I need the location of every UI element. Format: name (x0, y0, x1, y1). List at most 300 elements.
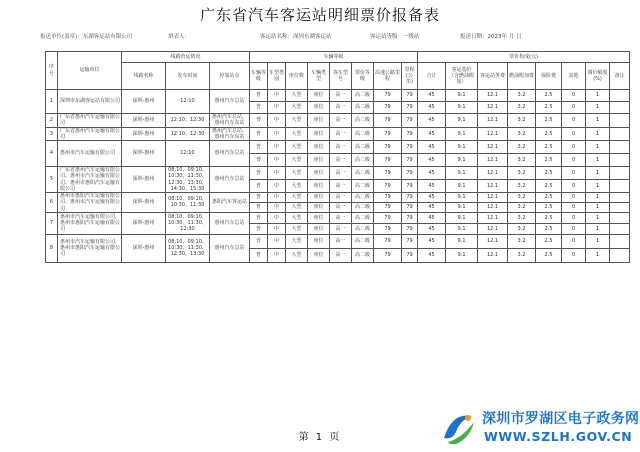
cell-sleeper: 座位 (308, 248, 330, 262)
cell-depart-time: 08:10、09:10、10:30、11:30、12:30、13:30、14:30、15:30 (166, 167, 210, 193)
table-row (46, 90, 630, 102)
col-type: 车型类别 (268, 63, 286, 90)
col-price-level: 票价等级 (352, 63, 374, 90)
cell-model: 高一 (330, 90, 352, 102)
col-group-price: 票价构成(元) (418, 52, 630, 63)
cell-price-level: 高二级 (352, 102, 374, 114)
cell-class: 普 (250, 234, 268, 248)
cell-model: 高一 (330, 127, 352, 141)
cell-km: 79 (402, 248, 418, 262)
cell-class: 普 (250, 114, 268, 128)
header-row-2 (46, 63, 630, 90)
cell-operator: 深圳市东湖客运站有限公司 (58, 90, 122, 114)
cell-fuel: 3.2 (508, 180, 536, 193)
cell-remark (610, 193, 630, 203)
report-meta (40, 30, 620, 42)
watermark-name: 深圳市罗湖区电子政务网 (482, 411, 640, 427)
table-row (46, 212, 630, 223)
col-km: 里程(公里) (402, 63, 418, 90)
cell-operator: 广东省惠州汽车运输有限公司、惠州市汽车运输有限公司、惠州市惠阳汽车运输有限公司 (58, 167, 122, 193)
cell-model: 高一 (330, 212, 352, 223)
cell-fuel: 3.2 (508, 234, 536, 248)
cell-type: 中 (268, 193, 286, 203)
cell-remark (610, 167, 630, 180)
cell-class: 普 (250, 167, 268, 180)
cell-other: 0 (562, 223, 586, 234)
cell-base-fare: 9.1 (446, 90, 478, 102)
cell-price-level: 高二级 (352, 248, 374, 262)
fare-table (45, 51, 630, 263)
cell-road-type: 79 (374, 202, 402, 212)
cell-operator: 广东省惠州汽车运输有限公司 (58, 127, 122, 141)
cell-stops: 惠州汽车总站 (210, 167, 250, 193)
cell-base-fare: 9.1 (446, 154, 478, 167)
cell-fare-pct: 1 (586, 167, 610, 180)
cell-seq: 6 (46, 193, 58, 213)
cell-station-fee: 12.1 (478, 248, 508, 262)
cell-km: 79 (402, 154, 418, 167)
cell-insurance: 2.5 (536, 193, 562, 203)
cell-base-fare: 9.1 (446, 102, 478, 114)
cell-road-type: 79 (374, 141, 402, 154)
cell-type: 中 (268, 248, 286, 262)
col-group-route: 线路营运情况 (122, 52, 250, 63)
cell-depart-time: 08:10、09:10、10:30、11:30 (166, 193, 210, 213)
cell-km: 79 (402, 234, 418, 248)
cell-operator: 广东省惠州汽车运输有限公司 (58, 114, 122, 128)
cell-stops: 惠州汽车总站 (210, 90, 250, 114)
cell-total: 45 (418, 234, 446, 248)
cell-fare-pct: 1 (586, 248, 610, 262)
cell-fare-pct: 1 (586, 193, 610, 203)
cell-other: 0 (562, 102, 586, 114)
cell-stops: 惠州汽车总站 (210, 212, 250, 234)
cell-station-fee: 12.1 (478, 234, 508, 248)
cell-depart-time: 08:10、09:10、10:30、11:30、12:30、13:30 (166, 234, 210, 262)
cell-fare-pct: 1 (586, 212, 610, 223)
cell-other: 0 (562, 193, 586, 203)
meta-report-date: 报送日期：2023年 月 日 (460, 34, 522, 40)
cell-insurance: 2.5 (536, 141, 562, 154)
cell-price-level: 高二级 (352, 167, 374, 180)
col-fuel: 燃油附加费 (508, 63, 536, 90)
cell-remark (610, 202, 630, 212)
cell-type: 中 (268, 180, 286, 193)
meta-fill-person: 填表人： (168, 34, 191, 40)
cell-route: 深圳-惠州 (122, 127, 166, 141)
cell-class: 普 (250, 193, 268, 203)
cell-seq: 1 (46, 90, 58, 114)
cell-type: 中 (268, 223, 286, 234)
cell-fare-pct: 1 (586, 234, 610, 248)
cell-base-fare: 9.1 (446, 167, 478, 180)
cell-insurance: 2.5 (536, 154, 562, 167)
col-station-fee: 客运站务费 (478, 63, 508, 90)
cell-route: 深圳-惠州 (122, 90, 166, 114)
cell-route: 深圳-惠州 (122, 234, 166, 262)
page-number: 第 1 页 (298, 432, 342, 443)
cell-remark (610, 141, 630, 154)
cell-fuel: 3.2 (508, 223, 536, 234)
cell-remark (610, 248, 630, 262)
cell-seat: 大型 (286, 212, 308, 223)
cell-insurance: 2.5 (536, 167, 562, 180)
cell-base-fare: 9.1 (446, 212, 478, 223)
cell-base-fare: 9.1 (446, 180, 478, 193)
cell-road-type: 79 (374, 114, 402, 128)
cell-seat: 大型 (286, 127, 308, 141)
table-row (46, 167, 630, 180)
cell-stops: 惠阳汽车客运站 (210, 193, 250, 213)
col-depart-time: 发车时间 (166, 63, 210, 90)
cell-depart-time: 12:10、12:30 (166, 114, 210, 128)
cell-stops: 惠州汽车总站 (210, 141, 250, 167)
cell-road-type: 79 (374, 127, 402, 141)
col-remark: 备注 (610, 63, 630, 90)
meta-unit: 报送单位(盖章)：东湖客运站有限公司 (40, 34, 133, 40)
cell-station-fee: 12.1 (478, 141, 508, 154)
watermark (436, 404, 640, 450)
table-row (46, 234, 630, 248)
cell-total: 45 (418, 154, 446, 167)
cell-total: 45 (418, 223, 446, 234)
cell-other: 0 (562, 154, 586, 167)
cell-seq: 3 (46, 127, 58, 141)
cell-insurance: 2.5 (536, 202, 562, 212)
cell-model: 高一 (330, 202, 352, 212)
cell-remark (610, 180, 630, 193)
cell-operator: 惠州市汽车运输有限公司、惠州市惠阳汽车运输有限公司 (58, 212, 122, 234)
cell-road-type: 79 (374, 223, 402, 234)
cell-price-level: 高二级 (352, 202, 374, 212)
cell-route: 深圳-惠州 (122, 167, 166, 193)
cell-seq: 4 (46, 141, 58, 167)
watermark-url: WWW.SZLH.GOV.CN (484, 429, 633, 444)
cell-model: 高一 (330, 167, 352, 180)
cell-seat: 大型 (286, 90, 308, 102)
cell-sleeper: 座位 (308, 102, 330, 114)
cell-sleeper: 座位 (308, 154, 330, 167)
cell-seq: 8 (46, 234, 58, 262)
cell-km: 79 (402, 212, 418, 223)
cell-insurance: 2.5 (536, 180, 562, 193)
cell-stops: 惠州汽车总站、惠州汽车东站 (210, 114, 250, 128)
cell-class: 普 (250, 248, 268, 262)
cell-fuel: 3.2 (508, 248, 536, 262)
cell-sleeper: 座位 (308, 127, 330, 141)
cell-type: 中 (268, 234, 286, 248)
cell-type: 中 (268, 141, 286, 154)
cell-type: 中 (268, 114, 286, 128)
table-row (46, 141, 630, 154)
cell-sleeper: 座位 (308, 90, 330, 102)
col-fare-pct: 调价幅度(%) (586, 63, 610, 90)
cell-seat: 大型 (286, 102, 308, 114)
cell-total: 45 (418, 248, 446, 262)
cell-km: 79 (402, 167, 418, 180)
cell-remark (610, 154, 630, 167)
cell-fare-pct: 1 (586, 154, 610, 167)
cell-model: 高一 (330, 193, 352, 203)
cell-price-level: 高二级 (352, 234, 374, 248)
cell-fuel: 3.2 (508, 212, 536, 223)
cell-route: 深圳-惠州 (122, 212, 166, 234)
cell-total: 45 (418, 202, 446, 212)
cell-other: 0 (562, 248, 586, 262)
col-sleeper: 车辆类型 (308, 63, 330, 90)
cell-class: 普 (250, 212, 268, 223)
cell-station-fee: 12.1 (478, 180, 508, 193)
cell-sleeper: 座位 (308, 234, 330, 248)
cell-fuel: 3.2 (508, 127, 536, 141)
table-row (46, 114, 630, 128)
cell-type: 中 (268, 212, 286, 223)
cell-stops: 惠州汽车总站 (210, 234, 250, 262)
cell-fare-pct: 1 (586, 141, 610, 154)
table-row (46, 127, 630, 141)
cell-other: 0 (562, 127, 586, 141)
page-title: 广东省汽车客运站明细票价报备表 (199, 6, 440, 24)
cell-model: 高一 (330, 154, 352, 167)
cell-insurance: 2.5 (536, 248, 562, 262)
cell-base-fare: 9.1 (446, 223, 478, 234)
cell-insurance: 2.5 (536, 114, 562, 128)
cell-other: 0 (562, 90, 586, 102)
cell-other: 0 (562, 167, 586, 180)
cell-station-fee: 12.1 (478, 102, 508, 114)
cell-seq: 7 (46, 212, 58, 234)
cell-base-fare: 9.1 (446, 234, 478, 248)
cell-seat: 大型 (286, 193, 308, 203)
cell-other: 0 (562, 212, 586, 223)
cell-sleeper: 座位 (308, 193, 330, 203)
cell-fuel: 3.2 (508, 167, 536, 180)
cell-base-fare: 9.1 (446, 127, 478, 141)
cell-remark (610, 127, 630, 141)
cell-other: 0 (562, 234, 586, 248)
cell-seat: 大型 (286, 248, 308, 262)
cell-price-level: 高二级 (352, 141, 374, 154)
cell-km: 79 (402, 114, 418, 128)
cell-seq: 2 (46, 114, 58, 128)
cell-station-fee: 12.1 (478, 193, 508, 203)
cell-type: 中 (268, 102, 286, 114)
cell-km: 79 (402, 223, 418, 234)
cell-insurance: 2.5 (536, 127, 562, 141)
cell-seat: 大型 (286, 167, 308, 180)
cell-total: 45 (418, 193, 446, 203)
cell-operator: 惠州市汽车运输有限公司、惠州市惠阳汽车运输有限公司 (58, 234, 122, 262)
cell-model: 高一 (330, 223, 352, 234)
cell-station-fee: 12.1 (478, 202, 508, 212)
col-model: 客车型号 (330, 63, 352, 90)
cell-sleeper: 座位 (308, 114, 330, 128)
cell-road-type: 79 (374, 102, 402, 114)
header-row-1 (46, 52, 630, 63)
cell-fuel: 3.2 (508, 90, 536, 102)
cell-total: 45 (418, 212, 446, 223)
col-total: 合计 (418, 63, 446, 90)
cell-station-fee: 12.1 (478, 212, 508, 223)
cell-other: 0 (562, 141, 586, 154)
cell-road-type: 79 (374, 90, 402, 102)
col-seq: 序号 (46, 52, 58, 90)
cell-route: 深圳-惠州 (122, 141, 166, 167)
cell-road-type: 79 (374, 193, 402, 203)
meta-station-level: 客运站等级：一级站 (370, 34, 420, 40)
cell-model: 高一 (330, 114, 352, 128)
col-seat: 座位数 (286, 63, 308, 90)
cell-seat: 大型 (286, 180, 308, 193)
cell-price-level: 高二级 (352, 90, 374, 102)
cell-remark (610, 90, 630, 102)
cell-fare-pct: 1 (586, 102, 610, 114)
cell-km: 79 (402, 141, 418, 154)
cell-base-fare: 9.1 (446, 202, 478, 212)
cell-type: 中 (268, 167, 286, 180)
col-class: 车辆等级 (250, 63, 268, 90)
cell-station-fee: 12.1 (478, 154, 508, 167)
cell-remark (610, 212, 630, 223)
cell-other: 0 (562, 114, 586, 128)
cell-total: 45 (418, 102, 446, 114)
cell-model: 高一 (330, 234, 352, 248)
cell-station-fee: 12.1 (478, 127, 508, 141)
cell-fuel: 3.2 (508, 154, 536, 167)
cell-type: 中 (268, 127, 286, 141)
col-base-fare: 客运基价（含燃油附加） (446, 63, 478, 90)
cell-station-fee: 12.1 (478, 114, 508, 128)
cell-fuel: 3.2 (508, 202, 536, 212)
table-body (46, 90, 630, 263)
cell-km: 79 (402, 127, 418, 141)
cell-remark (610, 234, 630, 248)
cell-sleeper: 座位 (308, 212, 330, 223)
cell-class: 普 (250, 223, 268, 234)
cell-remark (610, 102, 630, 114)
cell-km: 79 (402, 202, 418, 212)
col-stops: 停靠站点 (210, 63, 250, 90)
cell-base-fare: 9.1 (446, 193, 478, 203)
cell-model: 高一 (330, 102, 352, 114)
col-operator: 运输单位 (58, 52, 122, 90)
cell-depart-time: 12:10、12:30 (166, 127, 210, 141)
cell-road-type: 79 (374, 234, 402, 248)
cell-fare-pct: 1 (586, 223, 610, 234)
cell-class: 普 (250, 90, 268, 102)
cell-price-level: 高二级 (352, 180, 374, 193)
cell-seat: 大型 (286, 234, 308, 248)
cell-type: 中 (268, 154, 286, 167)
cell-insurance: 2.5 (536, 102, 562, 114)
cell-fare-pct: 1 (586, 114, 610, 128)
cell-class: 普 (250, 141, 268, 154)
col-road-type: 高速公路里程 (374, 63, 402, 90)
table-row (46, 193, 630, 203)
cell-price-level: 高二级 (352, 127, 374, 141)
col-route: 线路名称 (122, 63, 166, 90)
cell-operator: 惠州市汽车运输有限公司 (58, 141, 122, 167)
cell-total: 45 (418, 167, 446, 180)
col-group-vehicle: 车辆等级 (250, 52, 418, 63)
cell-price-level: 高二级 (352, 193, 374, 203)
cell-total: 45 (418, 141, 446, 154)
cell-sleeper: 座位 (308, 223, 330, 234)
cell-model: 高一 (330, 180, 352, 193)
cell-insurance: 2.5 (536, 223, 562, 234)
cell-class: 普 (250, 127, 268, 141)
cell-type: 中 (268, 90, 286, 102)
cell-seq: 5 (46, 167, 58, 193)
col-insurance: 保险费 (536, 63, 562, 90)
cell-sleeper: 座位 (308, 167, 330, 180)
cell-insurance: 2.5 (536, 234, 562, 248)
cell-fuel: 3.2 (508, 193, 536, 203)
cell-depart-time: 12:10 (166, 141, 210, 167)
cell-seat: 大型 (286, 223, 308, 234)
szlh-logo-icon (438, 408, 478, 448)
cell-station-fee: 12.1 (478, 90, 508, 102)
cell-fuel: 3.2 (508, 114, 536, 128)
cell-fare-pct: 1 (586, 127, 610, 141)
cell-route: 深圳-惠州 (122, 114, 166, 128)
cell-other: 0 (562, 202, 586, 212)
cell-other: 0 (562, 180, 586, 193)
cell-sleeper: 座位 (308, 202, 330, 212)
cell-road-type: 79 (374, 154, 402, 167)
cell-depart-time: 12:10 (166, 90, 210, 114)
cell-station-fee: 12.1 (478, 223, 508, 234)
cell-seat: 大型 (286, 141, 308, 154)
cell-remark (610, 223, 630, 234)
cell-seat: 大型 (286, 202, 308, 212)
cell-total: 45 (418, 127, 446, 141)
cell-class: 普 (250, 102, 268, 114)
cell-road-type: 79 (374, 167, 402, 180)
cell-total: 45 (418, 180, 446, 193)
cell-type: 中 (268, 202, 286, 212)
cell-operator: 惠州市惠阳汽车运输有限公司、惠州市汽车运输有限公司 (58, 193, 122, 213)
cell-sleeper: 座位 (308, 180, 330, 193)
cell-total: 45 (418, 90, 446, 102)
cell-seat: 大型 (286, 154, 308, 167)
cell-depart-time: 08:10、09:10、10:30、11:30、12:30 (166, 212, 210, 234)
cell-road-type: 79 (374, 180, 402, 193)
cell-insurance: 2.5 (536, 90, 562, 102)
cell-class: 普 (250, 180, 268, 193)
cell-remark (610, 114, 630, 128)
meta-station-name: 客运站名称：深圳东湖客运站 (260, 34, 332, 40)
cell-base-fare: 9.1 (446, 248, 478, 262)
cell-model: 高一 (330, 248, 352, 262)
cell-fare-pct: 1 (586, 90, 610, 102)
cell-class: 普 (250, 202, 268, 212)
cell-km: 79 (402, 193, 418, 203)
cell-fare-pct: 1 (586, 202, 610, 212)
cell-fuel: 3.2 (508, 102, 536, 114)
cell-sleeper: 座位 (308, 141, 330, 154)
cell-km: 79 (402, 90, 418, 102)
cell-price-level: 高二级 (352, 212, 374, 223)
cell-route: 深圳-惠州 (122, 193, 166, 213)
cell-km: 79 (402, 102, 418, 114)
cell-base-fare: 9.1 (446, 141, 478, 154)
cell-road-type: 79 (374, 248, 402, 262)
cell-price-level: 高二级 (352, 223, 374, 234)
cell-fuel: 3.2 (508, 141, 536, 154)
cell-station-fee: 12.1 (478, 167, 508, 180)
cell-insurance: 2.5 (536, 212, 562, 223)
